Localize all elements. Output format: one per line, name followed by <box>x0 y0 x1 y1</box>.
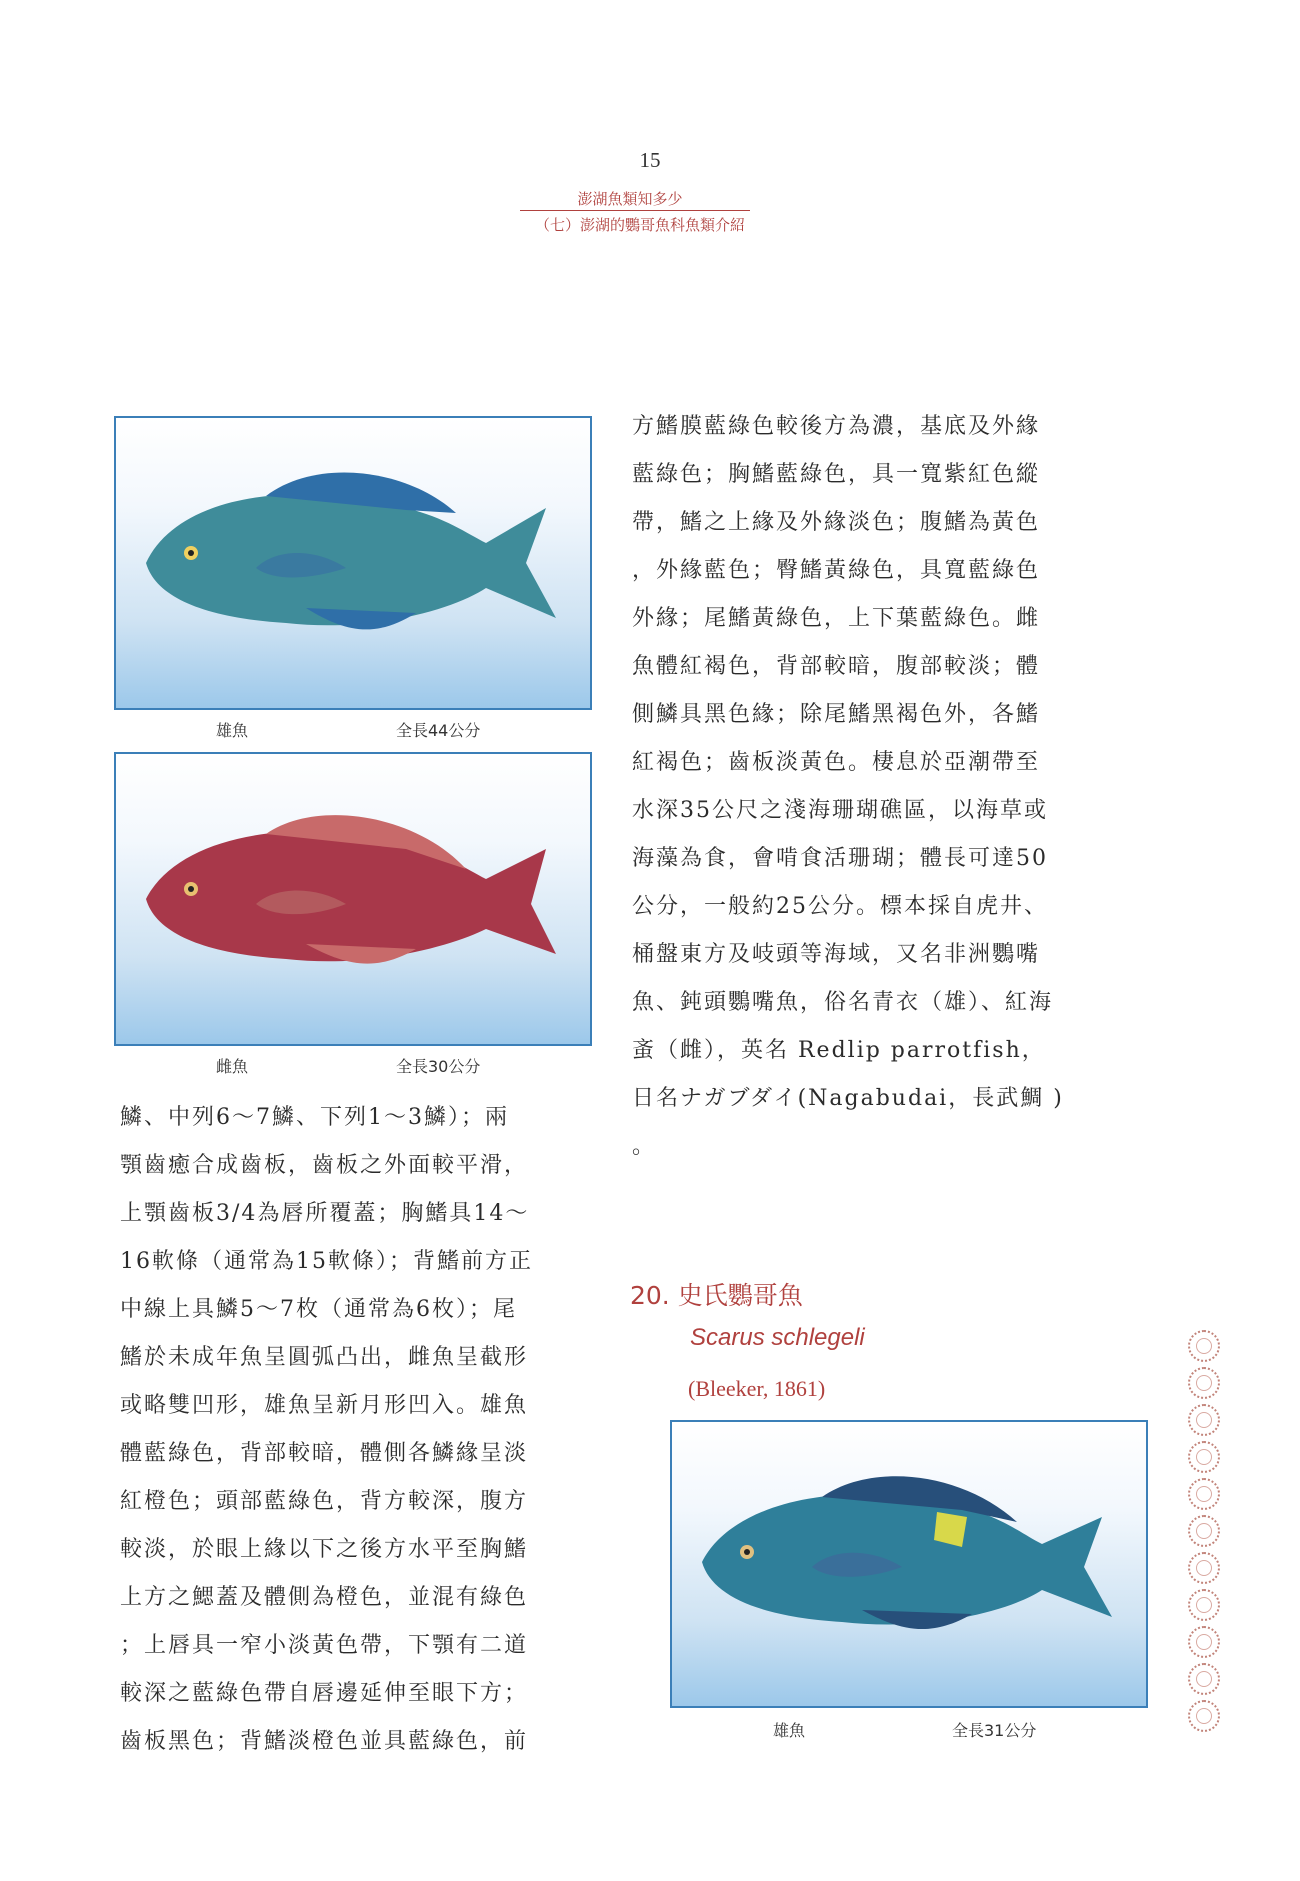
text-line: 日名ナガブダイ(Nagabudai，長武鯛 ) <box>632 1086 1064 1111</box>
text-line: 藍綠色；胸鰭藍綠色，具一寬紫紅色縱 <box>632 462 1041 487</box>
photo-3-sex-label: 雄魚 <box>773 1721 806 1740</box>
text-line: 鱗、中列6～7鱗、下列1～3鱗）；兩 <box>120 1105 509 1130</box>
fish-photo-male-2 <box>670 1420 1148 1708</box>
text-line: 桶盤東方及岐頭等海域，又名非洲鸚嘴 <box>632 942 1041 967</box>
ornament-ring <box>1188 1330 1220 1362</box>
ornament-ring <box>1188 1626 1220 1658</box>
text-line: 16軟條（通常為15軟條）；背鰭前方正 <box>120 1249 533 1274</box>
ornament-ring <box>1188 1478 1220 1510</box>
species-authority: (Bleeker, 1861) <box>688 1376 826 1401</box>
decorative-ornament-strip <box>1186 1330 1222 1750</box>
text-line: 上顎齒板3/4為唇所覆蓋；胸鰭具14～ <box>120 1201 530 1226</box>
text-line: 齒板黑色；背鰭淡橙色並具藍綠色，前 <box>120 1729 529 1754</box>
text-line: 側鱗具黑色緣；除尾鰭黑褐色外，各鰭 <box>632 702 1041 727</box>
ornament-ring <box>1188 1367 1220 1399</box>
running-header-title: 澎湖魚類知多少 <box>577 190 683 208</box>
text-line: 體藍綠色，背部較暗，體側各鱗緣呈淡 <box>120 1441 529 1466</box>
text-line: 魚體紅褐色，背部較暗，腹部較淡；體 <box>632 654 1041 679</box>
ornament-ring <box>1188 1663 1220 1695</box>
text-line: 較淡，於眼上緣以下之後方水平至胸鰭 <box>120 1537 529 1562</box>
text-line: 公分，一般約25公分。標本採自虎井、 <box>632 894 1048 919</box>
text-line: 中線上具鱗5～7枚（通常為6枚）；尾 <box>120 1297 517 1322</box>
text-line: 蚉（雌），英名 Redlip parrotfish， <box>632 1038 1046 1063</box>
text-line: 上方之鰓蓋及體側為橙色，並混有綠色 <box>120 1585 529 1610</box>
fish-illustration <box>672 1422 1146 1706</box>
page-number: 15 <box>639 148 661 172</box>
text-line: 顎齒癒合成齒板，齒板之外面較平滑， <box>120 1153 529 1178</box>
fish-illustration <box>116 754 590 1044</box>
text-line: ，外緣藍色；臀鰭黃綠色，具寬藍綠色 <box>632 558 1041 583</box>
text-line: 較深之藍綠色帶自唇邊延伸至眼下方； <box>120 1681 529 1706</box>
scientific-name: Scarus schlegeli <box>690 1324 865 1351</box>
photo-1-length-label: 全長44公分 <box>396 721 481 740</box>
text-line: ；上唇具一窄小淡黃色帶，下顎有二道 <box>120 1633 529 1658</box>
text-line: 方鰭膜藍綠色較後方為濃，基底及外緣 <box>632 414 1041 439</box>
fish-photo-female <box>114 752 592 1046</box>
text-line: 鰭於未成年魚呈圓弧凸出，雌魚呈截形 <box>120 1345 529 1370</box>
ornament-ring <box>1188 1441 1220 1473</box>
photo-2-length-label: 全長30公分 <box>396 1057 481 1076</box>
ornament-ring <box>1188 1515 1220 1547</box>
text-line: 紅褐色；齒板淡黃色。棲息於亞潮帶至 <box>632 750 1041 775</box>
ornament-ring <box>1188 1404 1220 1436</box>
fish-photo-male-1 <box>114 416 592 710</box>
left-column-text <box>120 1094 600 1766</box>
text-line: 帶，鰭之上緣及外緣淡色；腹鰭為黃色 <box>632 510 1041 535</box>
fish-illustration <box>116 418 590 708</box>
text-line: 水深35公尺之淺海珊瑚礁區，以海草或 <box>632 798 1048 823</box>
right-column-text <box>632 403 1112 1171</box>
text-line: 或略雙凹形，雄魚呈新月形凹入。雄魚 <box>120 1393 529 1418</box>
section-heading: 20. 史氏鸚哥魚 <box>630 1281 803 1310</box>
ornament-ring <box>1188 1700 1220 1732</box>
photo-2-sex-label: 雌魚 <box>216 1057 249 1076</box>
text-line: 海藻為食，會啃食活珊瑚；體長可達50 <box>632 846 1048 871</box>
photo-1-sex-label: 雄魚 <box>216 721 249 740</box>
text-line: 外緣；尾鰭黃綠色，上下葉藍綠色。雌 <box>632 606 1041 631</box>
text-line: 魚、鈍頭鸚嘴魚，俗名青衣（雄）、紅海 <box>632 990 1054 1015</box>
ornament-ring <box>1188 1552 1220 1584</box>
running-header-subtitle: （七）澎湖的鸚哥魚科魚類介紹 <box>534 216 745 234</box>
ornament-ring <box>1188 1589 1220 1621</box>
text-line: 。 <box>632 1134 657 1159</box>
photo-3-length-label: 全長31公分 <box>952 1721 1037 1740</box>
header-divider <box>520 210 750 211</box>
text-line: 紅橙色；頭部藍綠色，背方較深，腹方 <box>120 1489 529 1514</box>
